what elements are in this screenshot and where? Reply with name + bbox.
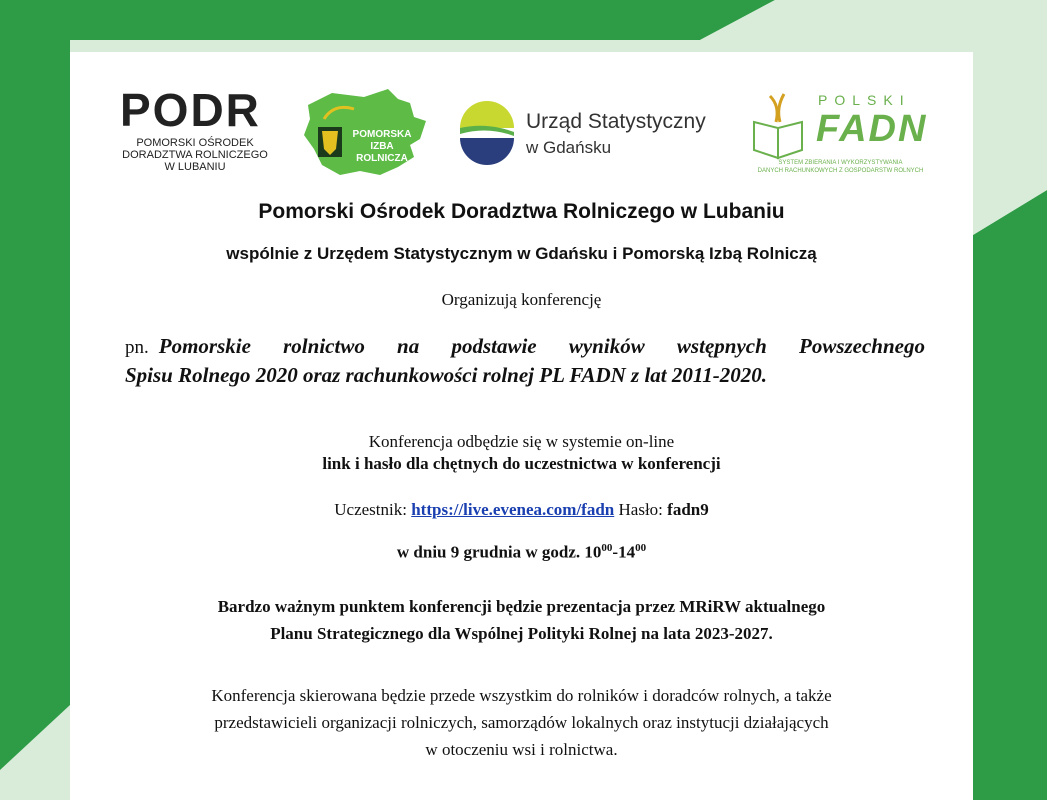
- izba-logo: [302, 87, 430, 179]
- date-text: w dniu 9 grudnia w godz. 10: [396, 542, 602, 562]
- urzad-logo: [458, 90, 733, 180]
- invitation-card: [70, 52, 973, 800]
- link-info: link i hasło dla chętnych do uczestnictwa w konferencji: [322, 454, 721, 473]
- time-end-sup: 00: [635, 542, 647, 554]
- important-line2: Planu Strategicznego dla Wspólnej Polityki Rolnej na lata 2023-2027.: [270, 624, 773, 643]
- izba-line2: IZBA: [370, 141, 394, 152]
- urzad-circle-icon: [458, 92, 516, 176]
- podr-mark: PODR: [120, 84, 261, 136]
- participant-link[interactable]: https://live.evenea.com/fadn: [411, 500, 615, 519]
- audience-line1: Konferencja skierowana będzie przede wszystkim do rolników i doradców rolnych, a także: [211, 686, 832, 705]
- conference-title: [125, 334, 925, 388]
- audience-line3: w otoczeniu wsi i rolnictwa.: [425, 740, 618, 759]
- fadn-mark: FADN: [816, 108, 928, 150]
- podr-line2: DORADZTWA ROLNICZEGO: [122, 149, 268, 161]
- organize-text: Organizują konferencję: [441, 290, 602, 309]
- book-icon: [750, 92, 810, 162]
- fadn-line2: DANYCH RACHUNKOWYCH Z GOSPODARSTW ROLNYCH: [757, 168, 924, 174]
- title-prefix: pn.: [125, 337, 149, 358]
- password-value: fadn9: [667, 500, 709, 519]
- podr-line3: W LUBANIU: [164, 161, 226, 173]
- online-text: Konferencja odbędzie się w systemie on-line: [368, 432, 675, 451]
- podr-line1: POMORSKI OŚRODEK: [136, 137, 254, 149]
- audience-line2: przedstawicieli organizacji rolniczych, samorządów lokalnych oraz instytucji działających: [214, 713, 829, 732]
- fadn-logo: [748, 82, 933, 192]
- fadn-polski: POLSKI: [818, 92, 911, 108]
- fadn-line1: SYSTEM ZBIERANIA I WYKORZYSTYWANIA: [778, 160, 903, 166]
- urzad-line1: Urząd Statystyczny: [526, 110, 706, 133]
- logos-row: [70, 82, 973, 202]
- podr-logo: [120, 84, 270, 187]
- date-row: [70, 542, 973, 563]
- time-sep: -14: [612, 542, 636, 562]
- izba-line1: POMORSKA: [352, 129, 412, 140]
- participant-label: Uczestnik:: [334, 500, 407, 519]
- title-line2: Spisu Rolnego 2020 oraz rachunkowości rolnej PL FADN z lat 2011-2020.: [125, 363, 767, 387]
- izba-line3: ROLNICZA: [356, 153, 408, 164]
- subheading: wspólnie z Urzędem Statystycznym w Gdańsku i Pomorską Izbą Rolniczą: [226, 244, 817, 263]
- urzad-line2: w Gdańsku: [526, 138, 612, 157]
- important-line1: Bardzo ważnym punktem konferencji będzie prezentacja przez MRiRW aktualnego: [217, 597, 826, 616]
- participant-row: [70, 500, 973, 520]
- heading: Pomorski Ośrodek Doradztwa Rolniczego w Lubaniu: [258, 200, 785, 223]
- time-start-sup: 00: [601, 542, 613, 554]
- password-label: Hasło:: [618, 500, 663, 519]
- title-line1: Pomorskie rolnictwo na podstawie wyników wstępnych Powszechnego: [158, 334, 925, 358]
